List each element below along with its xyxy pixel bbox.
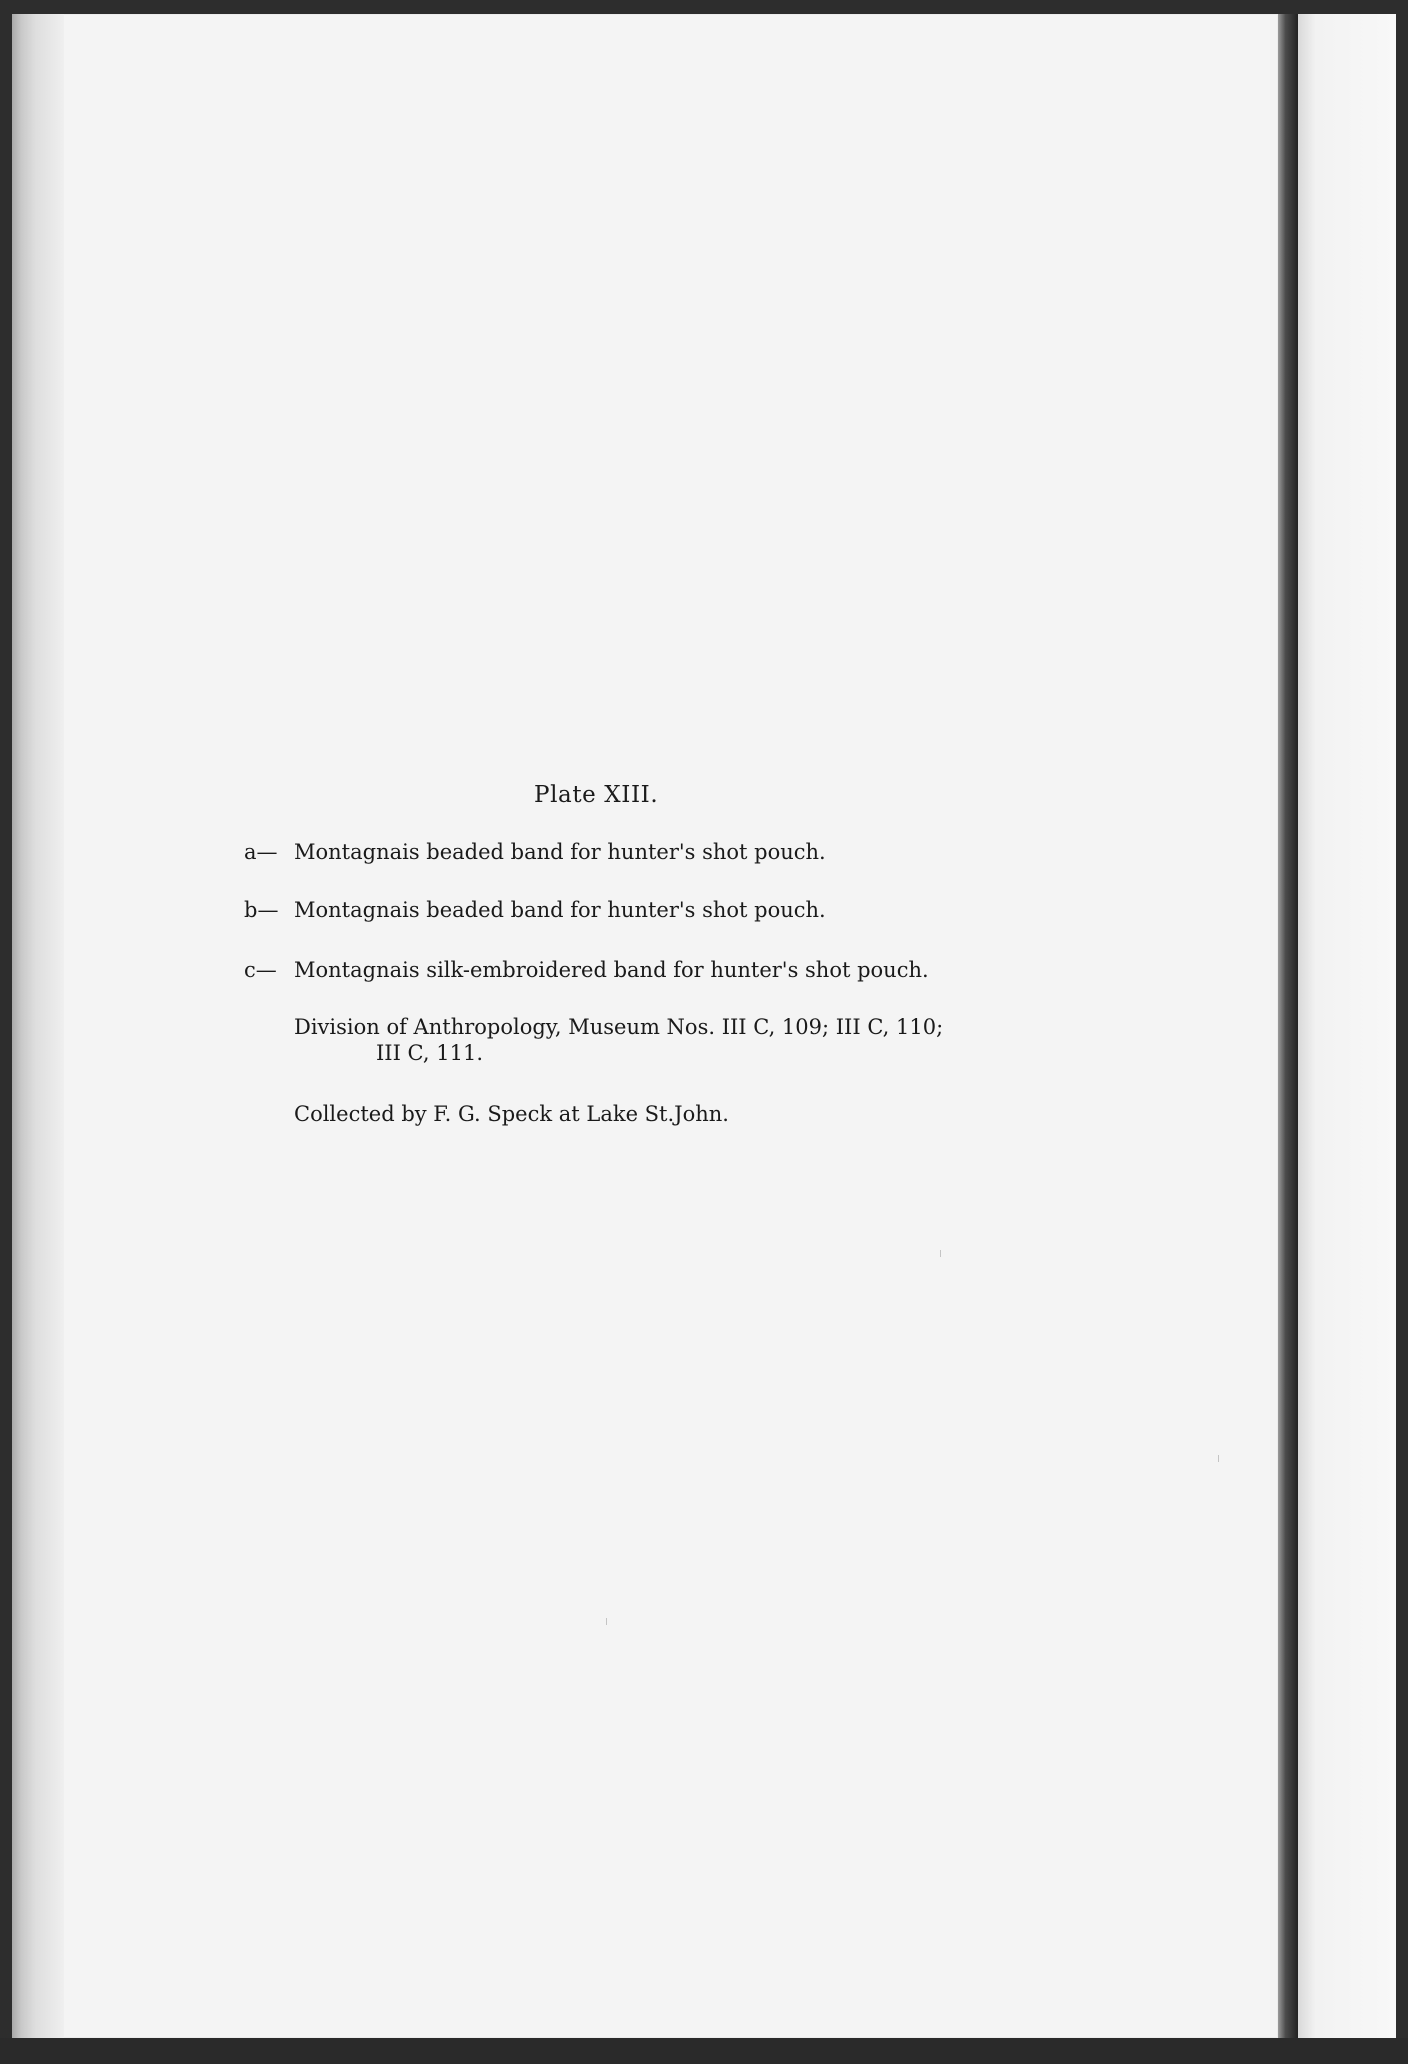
page-left-edge xyxy=(12,14,64,2038)
museum-numbers-line-1: Division of Anthropology, Museum Nos. III C, 109; III C, 110; xyxy=(294,1015,944,1039)
caption-c xyxy=(244,958,1004,982)
museum-numbers-line-2: III C, 111. xyxy=(376,1040,483,1065)
paper-speck xyxy=(606,1618,607,1625)
caption-c-text: Montagnais silk-embroidered band for hunter's shot pouch. xyxy=(294,958,929,982)
adjacent-page-edge xyxy=(1298,14,1396,2038)
caption-b-text: Montagnais beaded band for hunter's shot pouch. xyxy=(294,898,826,922)
museum-numbers-note xyxy=(294,1015,1054,1066)
caption-b-label: b— xyxy=(244,898,279,922)
scan-bottom-border xyxy=(0,2038,1408,2064)
caption-a-label: a— xyxy=(244,840,278,864)
caption-a-text: Montagnais beaded band for hunter's shot pouch. xyxy=(294,840,826,864)
collector-note: Collected by F. G. Speck at Lake St.John. xyxy=(294,1102,729,1126)
plate-title: Plate XIII. xyxy=(534,782,659,808)
book-gutter xyxy=(1278,14,1298,2038)
caption-a xyxy=(244,840,1004,864)
caption-c-label: c— xyxy=(244,958,277,982)
paper-speck xyxy=(940,1250,941,1257)
caption-b xyxy=(244,898,1004,922)
paper-speck xyxy=(1218,1455,1219,1462)
